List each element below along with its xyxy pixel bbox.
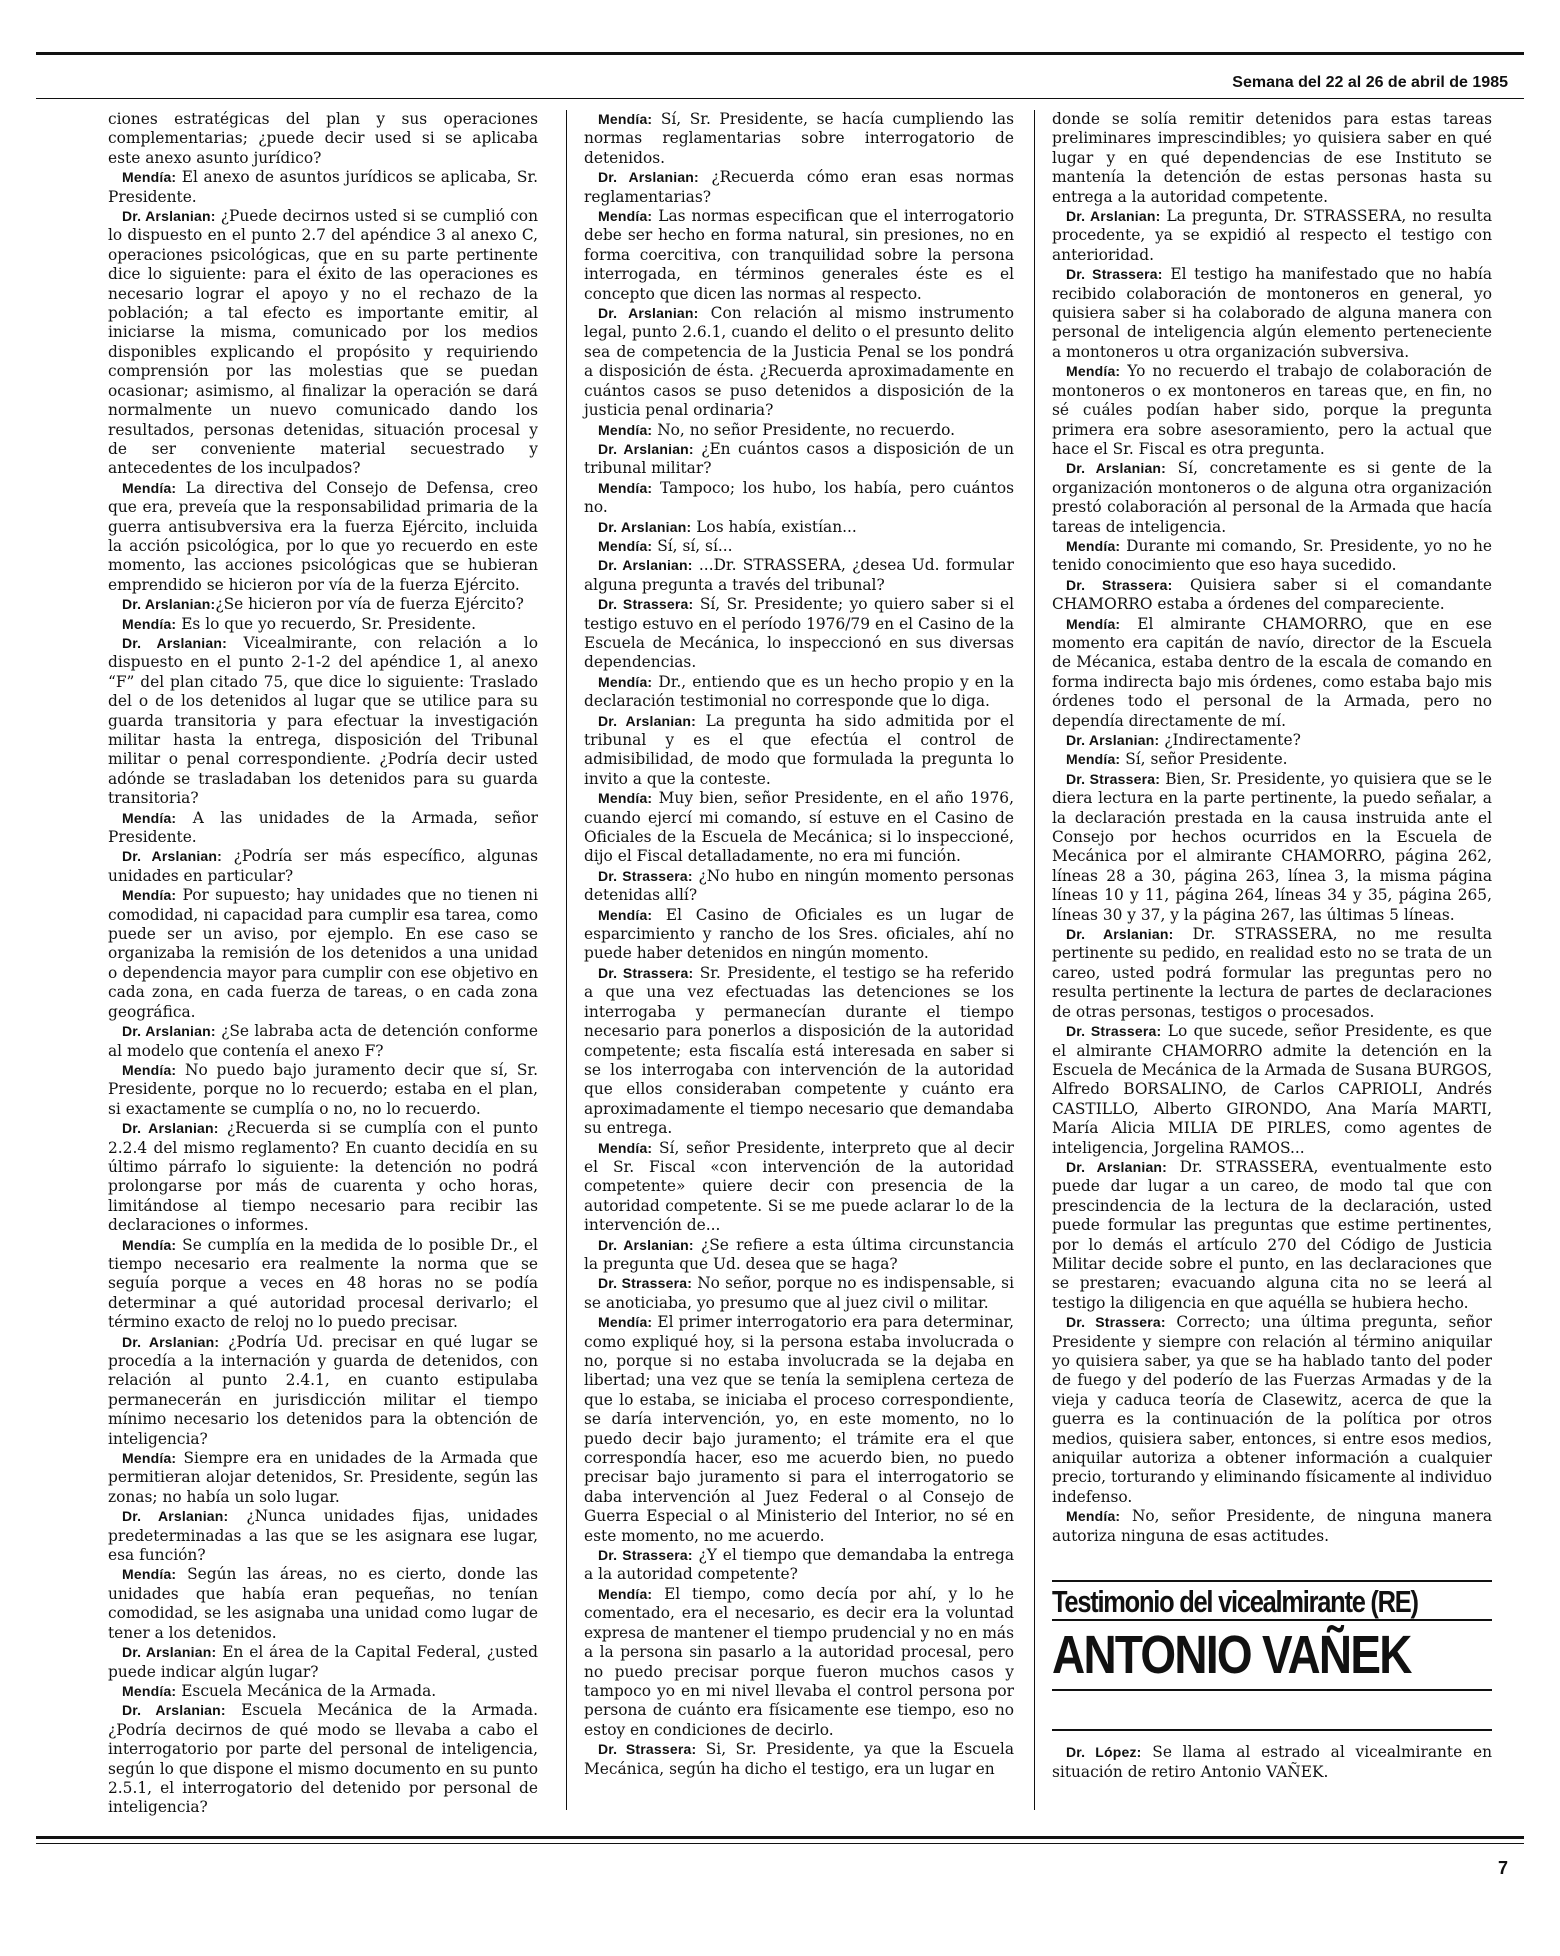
paragraph-text: El Casino de Oficiales es un lugar de esparcimiento y rancho de los Sres. oficiales, ahí no puede haber detenidos en ningún momento. [584,905,1014,963]
paragraph [108,110,538,168]
paragraph [1052,1022,1492,1158]
paragraph [108,809,538,848]
paragraph-text: Bien, Sr. Presidente, yo quisiera que se le diera lectura en la parte pertinente, la puedo señalar, a la declaración prestada en la causa instruida ante el Consejo por hechos ocurridos en la Escuela de Mecánica por el almirante CHAMORRO, página 262, líneas 28 a 30, página 263, línea 3, la misma página líneas 10 y 11, página 264, líneas 34 y 35, página 265, líneas 30 y 37, y la página 267, las últimas 5 líneas. [1052,769,1493,924]
paragraph [584,440,1014,479]
speaker-name: Dr. Arslanian: [122,1120,219,1137]
speaker-name: Mendía: [1066,537,1121,554]
speaker-name: Mendía: [598,537,653,554]
paragraph-text: Sí, señor Presidente, interpreto que al decir el Sr. Fiscal «con intervención de la autoridad competente» quiere decir con presencia de la autoridad competente. Si se me puede aclarar lo de la intervención de... [584,1138,1014,1235]
speaker-name: Dr. Strassera: [1066,770,1161,787]
paragraph-text: ¿Se refiere a esta última circunstancia la pregunta que Ud. desea que se haga? [584,1235,1014,1273]
paragraph [584,1740,1014,1779]
speaker-name: Dr. Arslanian: [122,634,227,651]
paragraph [1052,362,1492,459]
speaker-name: Dr. Arslanian: [122,1508,229,1525]
paragraph-text: Yo no recuerdo el trabajo de colaboración de montoneros o ex montoneros en tareas que, en fin, no sé cuáles podían haber sido, porque la pregunta primera era sobre asesoramiento, pero la actual que hace el Sr. Fiscal es otra pregunta. [1052,362,1492,458]
paragraph-text: No, señor Presidente, de ninguna manera autoriza ninguna de esas actitudes. [1052,1507,1492,1545]
paragraph-text: No puedo bajo juramento decir que sí, Sr. Presidente, porque no lo recuerdo; estaba en el plan, si exactamente se cumplía o no, no lo recuerdo. [108,1060,538,1118]
speaker-name: Dr. Arslanian: [598,440,694,457]
paragraph [1052,265,1492,362]
paragraph-text: El primer interrogatorio era para determinar, como expliqué hoy, si la persona estaba involucrada o no, porque si no estaba involucrada se la dejaba en libertad; una vez que se tenía la semiplena certeza de que lo estaba, se iniciaba el proceso correspondiente, se daría intervención, yo, en este momento, no lo puedo decir bajo juramento; el trámite era el que correspondía hacer, eso me acuerdo bien, no puedo precisar bajo juramento si para el interrogatorio se daba intervención al Juez Federal o al Consejo de Guerra Especial o al Ministerio del Interior, no sé en este momento, no me acuerdo. [584,1313,1014,1545]
paragraph [108,207,538,479]
paragraph-text: ¿Recuerda si se cumplía con el punto 2.2.4 del mismo reglamento? En cuanto decidía en su último párrafo lo siguiente: la detención no podrá prolongarse por más de cuarenta y ocho horas, limitándose al tiempo necesario para recibir las declaraciones o informes. [108,1119,539,1235]
paragraph [1052,1313,1492,1507]
paragraph [108,847,538,886]
speaker-name: Mendía: [122,887,177,904]
paragraph [584,1139,1014,1236]
paragraph [108,1061,538,1119]
page-number: 7 [1497,1858,1508,1878]
paragraph [1052,1507,1492,1546]
paragraph [1052,459,1492,537]
speaker-name: Dr. Strassera: [1066,1314,1166,1331]
paragraph-text: Vicealmirante, con relación a lo dispuesto en el punto 2-1-2 del apéndice 1, al anexo “F” del plan citado 75, que dice lo siguiente: Traslado del o de los detenidos al lugar que se utilice para su guarda transitoria y para efectuar la investigación militar hasta la entrega, disposición del Tribunal militar o penal correspondiente. ¿Podría decir usted adónde se trasladaban los detenidos para su guarda transitoria? [108,633,538,808]
paragraph-text: Según las áreas, no es cierto, donde las unidades que había eran pequeñas, no tenían comodidad, se les asignaba una unidad como lugar de tener a los detenidos. [108,1565,538,1642]
footer-rule [36,1836,1524,1839]
paragraph [1052,207,1492,265]
paragraph-text: ¿En cuántos casos a disposición de un tribunal militar? [584,439,1015,478]
paragraph [1052,1158,1492,1313]
paragraph-text: Lo que sucede, señor Presidente, es que el almirante CHAMORRO admite la detención en la Escuela de Mecánica de la Armada de Susana BURGOS, Alfredo BORSALINO, de Carlos CAPRIOLI, Andrés CASTILLO, Alberto GIRONDO, Ana María MARTI, María Alicia MILIA DE PIRLES, como agentes de inteligencia, Jorgelina RAMOS... [1052,1022,1492,1157]
paragraph [584,867,1014,906]
speaker-name: Mendía: [1066,751,1121,768]
paragraph [584,537,1014,556]
speaker-name: Mendía: [598,1585,653,1602]
paragraph-text: ...Dr. STRASSERA, ¿desea Ud. formular alguna pregunta a través del tribunal? [584,556,1014,594]
paragraph-text: Durante mi comando, Sr. Presidente, yo no he tenido conocimiento que eso haya sucedido. [1052,536,1492,575]
section-name-bar [1052,1619,1492,1691]
speaker-name: Mendía: [598,479,653,496]
speaker-name: Dr. Arslanian: [598,712,696,729]
speaker-name: Dr. Strassera: [1066,576,1173,593]
paragraph-text: Los había, existían... [691,517,857,536]
paragraph [1052,770,1492,925]
speaker-name: Mendía: [598,790,653,807]
paragraph-text: ¿Podría Ud. precisar en qué lugar se procedía a la internación y guarda de detenidos, con relación al punto 2.4.1, en cuanto estipulaba permanecerán en jurisdicción militar el tiempo mínimo necesario los detenidos para la obtención de inteligencia? [108,1332,538,1448]
speaker-name: Dr. Strassera: [598,1547,693,1564]
paragraph [1052,731,1492,750]
column-divider [566,110,567,1810]
paragraph [584,556,1014,595]
speaker-name: Dr. Arslanian: [598,518,692,535]
speaker-name: Dr. Arslanian: [122,596,216,613]
paragraph-text: Correcto; una última pregunta, señor Presidente y siempre con relación al término aniquilar yo quisiera saber, ya que se ha hablado tanto del poder de fuego y del poderío de las Fuerzas Armadas y de la vieja y caduca teoría de Clasewitz, acerca de que la guerra es la continuación de la política por otros medios, quisiera saber, entonces, si entre esos medios, aniquilar autoriza a obtener información a cualquier precio, torturando y eliminando físicamente al individuo indefenso. [1052,1313,1492,1506]
speaker-name: Mendía: [122,1236,177,1253]
paragraph-text: ¿No hubo en ningún momento personas detenidas allí? [584,866,1014,905]
speaker-name: Dr. Arslanian: [598,557,693,574]
section-header [1052,1580,1492,1691]
speaker-name: Mendía: [598,906,653,923]
speaker-name: Dr. Strassera: [1066,266,1163,283]
paragraph [584,1313,1014,1546]
paragraph-text: Las normas especifican que el interrogatorio debe ser hecho en forma natural, sin presiones, no en forma coercitiva, con tranquilidad sobre la persona interrogada, en términos generales éste es el concepto que dicen las normas al respecto. [584,207,1014,303]
paragraph-text: El testigo ha manifestado que no había recibido colaboración de montoneros en general, yo quisiera saber si ha colaborado de alguna manera con personal de inteligencia algún elemento perteneciente a montoneros u otra organización subversiva. [1052,265,1492,361]
paragraph-text: Dr., entiendo que es un hecho propio y en la declaración testimonial no corresponde que lo diga. [584,672,1014,711]
paragraph [584,1236,1014,1275]
speaker-name: Dr. Arslanian: [122,1023,216,1040]
speaker-name: Dr. Arslanian: [122,1644,217,1661]
header-rule [36,52,1524,55]
paragraph [108,1236,538,1333]
paragraph [108,1507,538,1565]
paragraph-text: Siempre era en unidades de la Armada que permitieran alojar detenidos, Sr. Presidente, según las zonas; no había un solo lugar. [108,1449,538,1506]
paragraph [1052,110,1492,207]
speaker-name: Mendía: [598,1139,653,1156]
paragraph [584,207,1014,304]
paragraph [1052,750,1492,769]
paragraph [108,615,538,634]
speaker-name: Mendía: [122,1682,177,1699]
paragraph-text: Sí, Sr. Presidente, se hacía cumpliendo las normas reglamentarias sobre interrogatorio de detenidos. [584,110,1014,167]
paragraph-text: ciones estratégicas del plan y sus operaciones complementarias; ¿puede decir used si se aplicaba este anexo asunto jurídico? [108,110,538,167]
paragraph [1052,1743,1492,1782]
speaker-name: Dr. Strassera: [598,1275,693,1292]
paragraph-text: Es lo que yo recuerdo, Sr. Presidente. [176,614,476,633]
paragraph-text: Escuela Mecánica de la Armada. ¿Podría decirnos de qué modo se llevaba a cabo el interrogatorio por parte del personal de inteligencia, según lo que dispone el mismo documento en su punto 2.5.1, el interrogatorio del detenido por personal de inteligencia? [108,1701,538,1817]
paragraph [584,906,1014,964]
paragraph-text: donde se solía remitir detenidos para estas tareas preliminares imprescindibles; yo quisiera saber en qué lugar y en qué dependencias de ese Instituto se mantenía la detención de estas personas hasta su entrega a la autoridad competente. [1052,110,1492,206]
paragraph-text: Dr. STRASSERA, no me resulta pertinente su pedido, en realidad esto no se trata de un careo, usted podrá formular las preguntas pero no resulta pertinente la lectura de partes de declaraciones de otras personas, testigos o procesados. [1052,925,1492,1021]
paragraph-text: Escuela Mecánica de la Armada. [176,1681,437,1700]
paragraph-text: Sí, Sr. Presidente; yo quiero saber si el testigo estuvo en el período 1976/79 en el Casino de la Escuela de Mecánica, lo inspeccionó en sus diversas dependencias. [584,595,1014,672]
speaker-name: Dr. Arslanian: [1066,926,1174,943]
paragraph-text: No, no señor Presidente, no recuerdo. [652,420,956,439]
paragraph-text: A las unidades de la Armada, señor Presidente. [108,808,538,847]
speaker-name: Mendía: [122,1450,177,1467]
column-2 [584,110,1014,1779]
paragraph-text: La directiva del Consejo de Defensa, creo que era, preveía que la responsabilidad primaria de la guerra antisubversiva era la fuerza Ejército, incluida la acción psicológica, por lo que yo recuerdo en este momento, las acciones psicológicas que se hubieran emprendido se hicieron por vía de la fuerza Ejército. [108,478,538,594]
paragraph-text: El anexo de asuntos jurídicos se aplicaba, Sr. Presidente. [108,168,538,206]
speaker-name: Mendía: [1066,1508,1121,1525]
paragraph [584,712,1014,790]
paragraph-text: ¿Recuerda cómo eran esas normas reglamentarias? [584,168,1014,206]
paragraph-text: Sr. Presidente, el testigo se ha referido a que una vez efectuadas las detenciones se los interrogaba y permanecían durante el tiempo necesario para ponerlos a disposición de la autoridad competente; esta fiscalía está interesada en saber si se los interrogaba con intervención de la autoridad que ellos consideraban competente y cuánto era aproximadamente el tiempo necesario que demandaba su entrega. [584,963,1014,1138]
speaker-name: Dr. Strassera: [598,596,694,613]
speaker-name: Dr. Arslanian: [1066,732,1160,748]
paragraph [108,1333,538,1449]
paragraph [108,1119,538,1235]
paragraph-text: El tiempo, como decía por ahí, y lo he comentado, era el necesario, es decir era la voluntad expresa de mantener el tiempo prudencial y no en más a la persona sin pasarlo a la autoridad procesal, pero no puedo precisar porque fueron muchos casos y tampoco yo en mi nivel llevaba el control persona por persona de cuánto era físicamente ese tiempo, eso no estoy en condiciones de decirlo. [584,1584,1014,1739]
paragraph [584,964,1014,1139]
section-subtitle: Testimonio del vicealmirante (RE) [1052,1584,1418,1620]
column-divider [1034,110,1035,1810]
paragraph-text: La pregunta ha sido admitida por el tribunal y es el que efectúa el control de admisibilidad, de modo que formulada la pregunta lo invito a que la conteste. [584,711,1014,788]
paragraph [584,595,1014,673]
section-name: ANTONIO VAÑEK [1052,1625,1411,1686]
paragraph-text: Sí, señor Presidente. [1120,750,1288,769]
paragraph [108,168,538,207]
paragraph [584,1546,1014,1585]
speaker-name: Dr. Arslanian: [598,169,699,186]
paragraph [1052,925,1492,1022]
paragraph [584,168,1014,207]
paragraph-text: Dr. STRASSERA, eventualmente esto puede dar lugar a un careo, de modo tal que con prescindencia de la lectura de la declaración, usted puede formular las preguntas que estime pertinentes, por lo demás el artículo 270 del Código de Justicia Militar decide sobre el punto, en las declaraciones que se prestaren; evacuando alguna cita no se leerá al testigo la diligencia en que aquélla se hubiera hecho. [1052,1157,1492,1312]
paragraph-text: Se llama al estrado al vicealmirante en situación de retiro Antonio VAÑEK. [1052,1743,1492,1781]
column-1 [108,110,538,1818]
paragraph [584,518,1014,537]
paragraph-text: ¿Y el tiempo que demandaba la entrega a la autoridad competente? [584,1546,1014,1584]
speaker-name: Mendía: [1066,615,1121,632]
speaker-name: Mendía: [122,1566,177,1583]
paragraph-text: Muy bien, señor Presidente, en el año 1976, cuando ejercí mi comando, sí estuve en el Casino de Oficiales de la Escuela de Mecánica; si lo inspeccioné, dijo el Fiscal detalladamente, no era mi función. [584,789,1014,866]
speaker-name: Mendía: [122,479,177,496]
paragraph [108,479,538,595]
speaker-name: Dr. Strassera: [598,1741,697,1758]
speaker-name: Mendía: [598,111,653,127]
paragraph-text: Quisiera saber si el comandante CHAMORRO estaba a órdenes del compareciente. [1052,575,1493,614]
speaker-name: Dr. Arslanian: [122,848,223,865]
speaker-name: Dr. Arslanian: [1066,1158,1168,1175]
dateline-rule [36,98,1524,99]
paragraph-text: Se cumplía en la medida de lo posible Dr., el tiempo necesario era realmente la norma que se seguía porque a veces en 48 horas no se podía determinar a qué autoridad procesal derivarlo; el término exacto de reloj no lo puedo precisar. [108,1235,538,1332]
paragraph [108,1682,538,1701]
paragraph-text: Por supuesto; hay unidades que no tienen ni comodidad, ni capacidad para cumplir esa tarea, como puede ser un aviso, por ejemplo. En ese caso se organizaba la remisión de los detenidos a una unidad o dependencia mayor para cumplir con ese objetivo en cada zona, en cada fuerza de tareas, o en cada zona geográfica. [108,886,538,1021]
paragraph [1052,537,1492,576]
speaker-name: Dr. Strassera: [598,964,694,981]
paragraph [108,634,538,809]
paragraph-text: La pregunta, Dr. STRASSERA, no resulta procedente, ya se expidió al respecto el testigo con anterioridad. [1052,207,1492,264]
speaker-name: Dr. Arslanian: [122,208,216,225]
paragraph [584,1274,1014,1313]
paragraph [108,1701,538,1817]
paragraph-text: Si, Sr. Presidente, ya que la Escuela Mecánica, según ha dicho el testigo, era un lugar en [584,1740,1014,1778]
speaker-name: Mendía: [598,208,653,225]
paragraph [584,789,1014,867]
paragraph-text: No señor, porque no es indispensable, si se anoticiaba, yo presumo que al juez civil o militar. [584,1274,1014,1312]
speaker-name: Mendía: [122,1061,177,1078]
paragraph-text: En el área de la Capital Federal, ¿usted puede indicar algún lugar? [108,1643,538,1681]
speaker-name: Mendía: [122,809,177,826]
paragraph [108,1565,538,1643]
speaker-name: Dr. Arslanian: [1066,208,1161,225]
speaker-name: Dr. Strassera: [1066,1023,1162,1040]
paragraph [1052,576,1492,615]
paragraph [584,421,1014,440]
paragraph-text: Con relación al mismo instrumento legal, punto 2.6.1, cuando el delito o el presunto delito sea de competencia de la Justicia Penal se los pondrá a disposición de ésta. ¿Recuerda aproximadamente en cuántos casos se puso detenidos a disposición de la justicia penal ordinaria? [584,304,1015,420]
paragraph [584,110,1014,168]
paragraph [1052,615,1492,731]
speaker-name: Dr. Arslanian: [598,1236,694,1253]
paragraph-text: Tampoco; los hubo, los había, pero cuántos no. [584,478,1014,517]
speaker-name: Mendía: [122,615,177,632]
speaker-name: Mendía: [598,1314,653,1331]
speaker-name: Dr. Arslanian: [1066,460,1167,477]
paragraph [108,595,538,614]
paragraph-text: ¿Se hicieron por vía de fuerza Ejército? [215,595,524,614]
paragraph [108,1449,538,1507]
closing-text [1052,1743,1492,1782]
paragraph-text: Sí, sí, sí... [652,536,733,555]
speaker-name: Dr. Arslanian: [122,1702,226,1719]
speaker-name: Mendía: [122,169,177,186]
speaker-name: Mendía: [1066,363,1121,380]
paragraph-text: ¿Nunca unidades fijas, unidades predeterminadas a las que se les asignara ese lugar, esa función? [108,1507,538,1565]
dateline: Semana del 22 al 26 de abril de 1985 [1232,74,1508,91]
speaker-name: Dr. Arslanian: [122,1333,220,1350]
footer-rule-thin [36,1843,1524,1844]
paragraph-text: El almirante CHAMORRO, que en ese momento era capitán de navío, director de la Escuela de Mécanica, estaba dentro de la escala de comando en forma indirecta bajo mis órdenes, como estaba bajo mis órdenes todo el personal de la Armada, pero no dependía directamente de mí. [1052,614,1492,730]
paragraph [108,1022,538,1061]
column-3 [1052,110,1492,1782]
paragraph-text: Sí, concretamente es si gente de la organización montoneros o de alguna otra organización prestó colaboración al personal de la Armada que hacía tareas de inteligencia. [1052,459,1492,536]
paragraph [108,1643,538,1682]
paragraph-text: ¿Se labraba acta de detención conforme al modelo que contenía el anexo F? [108,1022,538,1060]
paragraph-text: ¿Indirectamente? [1159,731,1301,749]
speaker-name: Mendía: [598,421,653,438]
paragraph [108,886,538,1022]
column-3-text [1052,110,1492,1546]
paragraph [584,673,1014,712]
speaker-name: Dr. Arslanian: [598,305,699,322]
paragraph [584,1585,1014,1740]
speaker-name: Mendía: [598,673,653,690]
paragraph [584,479,1014,518]
paragraph [584,304,1014,420]
speaker-name: Dr. Strassera: [598,867,693,884]
speaker-name: Dr. López: [1066,1744,1142,1761]
paragraph-text: ¿Puede decirnos usted si se cumplió con lo dispuesto en el punto 2.7 del apéndice 3 al anexo C, operaciones psicológicas, que en su parte pertinente dice lo siguiente: para el éxito de las operaciones es necesario lograr el apoyo y no el rechazo de la población; a tal efecto es importante emitir, al iniciarse la misma, comunicado por los medios disponibles explicando el propósito y requiriendo comprensión por las molestias que se puedan ocasionar; asimismo, al finalizar la operación se dará normalmente un nuevo comunicado dando los resultados, personas detenidas, situación procesal y de ser conveniente material secuestrado y antecedentes de los inculpados? [108,207,538,478]
paragraph-text: ¿Podría ser más específico, algunas unidades en particular? [108,847,538,885]
section-rule [1052,1729,1492,1731]
